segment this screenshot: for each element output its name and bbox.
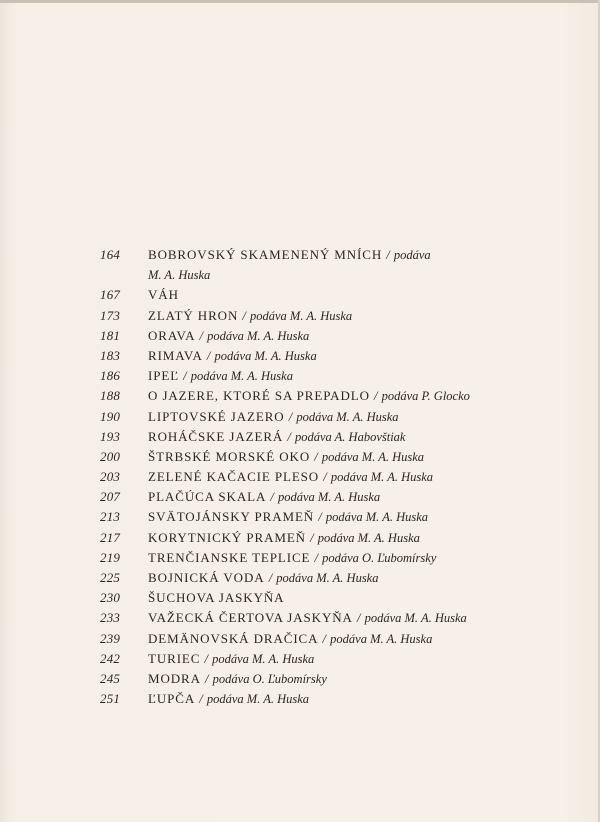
toc-row [100, 507, 570, 527]
toc-page-number: 233 [100, 610, 121, 626]
toc-entry: TURIEC / podáva M. A. Huska [148, 650, 315, 666]
toc-author: podáva M. A. Huska [296, 409, 399, 424]
toc-title: ZELENÉ KAČACIE PLESO [148, 469, 320, 485]
toc-title: ROHÁČSKE JAZERÁ [148, 428, 284, 444]
toc-author: podáva M. A. Huska [325, 510, 429, 525]
toc-page-number: 167 [100, 287, 121, 303]
toc-page-number: 217 [100, 529, 121, 545]
toc-title: ŠUCHOVA JASKYŇA [148, 590, 285, 606]
toc-row [100, 629, 570, 649]
toc-entry: BOJNICKÁ VODA / podáva M. A. Huska [148, 570, 379, 585]
toc-author: podáva M. A. Huska [212, 651, 315, 666]
toc-author: podáva M. A. Huska [190, 369, 293, 384]
toc-author: podáva M. A. Huska [214, 348, 317, 363]
toc-page-number: 183 [100, 347, 121, 363]
toc-page-number: 200 [100, 448, 121, 464]
toc-title: BOBROVSKÝ SKAMENENÝ MNÍCH [148, 247, 383, 262]
page-top-edge [0, 0, 600, 3]
toc-title: PLAČÚCA SKALA [148, 489, 267, 505]
toc-page-number: 230 [100, 590, 121, 606]
toc-author: podáva A. Habovštiak [294, 429, 406, 444]
toc-title: O JAZERE, KTORÉ SA PREPADLO [148, 388, 370, 404]
toc-entry: IPEĽ / podáva M. A. Huska [148, 368, 293, 384]
toc-entry: ĽUPČA / podáva M. A. Huska [148, 691, 310, 707]
toc-row [100, 689, 570, 709]
toc-title: TURIEC [148, 650, 201, 666]
toc-page-number: 164 [100, 247, 121, 262]
toc-title: IPEĽ [148, 368, 180, 384]
toc-page-number: 186 [100, 368, 121, 384]
toc-entry: PLAČÚCA SKALA / podáva M. A. Huska [148, 489, 381, 505]
toc-row [100, 366, 570, 386]
toc-title: ZLATÝ HRON [148, 307, 239, 323]
toc-entry: O JAZERE, KTORÉ SA PREPADLO / podáva P. Glocko [148, 388, 470, 404]
toc-entry: RIMAVA / podáva M. A. Huska [148, 347, 317, 363]
toc-author: podáva M. A. Huska [321, 449, 425, 464]
toc-entry: BOBROVSKÝ SKAMENENÝ MNÍCH / podáva [148, 247, 431, 262]
toc-page-number: 181 [100, 327, 121, 343]
toc-author: podáva M. A. Huska [206, 692, 310, 707]
toc-page-number: 190 [100, 408, 121, 424]
toc-row [100, 346, 570, 366]
toc-row [100, 548, 570, 568]
toc-author: podáva O. Ľubomírsky [212, 671, 327, 686]
toc-title: BOJNICKÁ VODA [148, 570, 265, 585]
toc-author: podáva O. Ľubomírsky [322, 550, 437, 565]
toc-page-number: 203 [100, 469, 121, 485]
toc-row [100, 608, 570, 628]
toc-page-number: 207 [100, 489, 121, 505]
toc-row [100, 467, 570, 487]
toc-title: ŠTRBSKÉ MORSKÉ OKO [148, 448, 311, 464]
toc-title: RIMAVA [148, 347, 203, 363]
toc-row [100, 669, 570, 689]
toc-entry: MODRA / podáva O. Ľubomírsky [148, 670, 327, 686]
toc-entry: KORYTNICKÝ PRAMEŇ / podáva M. A. Huska [148, 529, 420, 545]
toc-author: podáva M. A. Huska [277, 490, 381, 505]
toc-page-number: 242 [100, 650, 121, 666]
toc-entry: LIPTOVSKÉ JAZERO / podáva M. A. Huska [148, 408, 399, 424]
toc-title: KORYTNICKÝ PRAMEŇ [148, 529, 306, 545]
toc-author: podáva M. A. Huska [207, 328, 310, 343]
toc-entry: ZELENÉ KAČACIE PLESO / podáva M. A. Huska [148, 469, 434, 485]
toc-entry [148, 285, 179, 305]
toc-title: VAŽECKÁ ČERTOVA JASKYŇA [148, 610, 353, 626]
toc-author: podáva M. A. Huska [330, 470, 434, 485]
toc-row [100, 447, 570, 467]
toc-title: VÁH [148, 287, 179, 303]
toc-page-number: 239 [100, 630, 121, 646]
toc-row [100, 528, 570, 548]
toc-page-number: 213 [100, 509, 121, 525]
toc-entry: VAŽECKÁ ČERTOVA JASKYŇA / podáva M. A. Huska [148, 610, 467, 626]
toc-row [100, 649, 570, 669]
toc-page-number: 188 [100, 388, 121, 404]
toc-entry: DEMÄNOVSKÁ DRAČICA / podáva M. A. Huska [148, 630, 433, 646]
toc-author: podáva M. A. Huska [364, 611, 467, 626]
toc-row [100, 427, 570, 447]
toc-page-number: 225 [100, 570, 121, 585]
toc-title: DEMÄNOVSKÁ DRAČICA [148, 630, 319, 646]
toc-title: MODRA [148, 670, 201, 686]
toc-title: TRENČIANSKE TEPLICE [148, 549, 311, 565]
toc-author: podáva M. A. Huska [330, 631, 433, 646]
toc-entry: SVÄTOJÁNSKY PRAMEŇ / podáva M. A. Huska [148, 509, 429, 525]
toc-row [100, 285, 570, 305]
toc-row [100, 407, 570, 427]
toc-author: podáva [393, 248, 431, 262]
toc-page-number: 251 [100, 691, 121, 707]
toc-page-number: 193 [100, 428, 121, 444]
toc-entry: TRENČIANSKE TEPLICE / podáva O. Ľubomírsky [148, 549, 437, 565]
toc-row [100, 386, 570, 406]
toc-entry [148, 588, 284, 608]
toc-row [100, 568, 570, 588]
toc-author: podáva P. Glocko [381, 389, 470, 404]
toc-title: ORAVA [148, 327, 196, 343]
toc-page-number: 219 [100, 549, 121, 565]
toc-entry: ORAVA / podáva M. A. Huska [148, 327, 310, 343]
toc-entry: ZLATÝ HRON / podáva M. A. Huska [148, 307, 353, 323]
toc-row [100, 588, 570, 608]
toc-title: SVÄTOJÁNSKY PRAMEŇ [148, 509, 315, 525]
toc-row [100, 487, 570, 507]
toc-entry: ROHÁČSKE JAZERÁ / podáva A. Habovštiak [148, 428, 406, 444]
table-of-contents [100, 245, 570, 709]
toc-author: podáva M. A. Huska [317, 530, 420, 545]
toc-entry: ŠTRBSKÉ MORSKÉ OKO / podáva M. A. Huska [148, 448, 425, 464]
toc-row [100, 306, 570, 326]
toc-author: podáva M. A. Huska [249, 308, 353, 323]
toc-row [100, 245, 570, 265]
toc-author: podáva M. A. Huska [276, 571, 379, 585]
toc-row-continuation [100, 265, 570, 285]
toc-title: ĽUPČA [148, 691, 196, 707]
toc-page-number: 245 [100, 670, 121, 686]
toc-entry [148, 265, 210, 285]
toc-row [100, 326, 570, 346]
toc-title: LIPTOVSKÉ JAZERO [148, 408, 285, 424]
toc-author: M. A. Huska [148, 268, 211, 283]
toc-page-number: 173 [100, 307, 121, 323]
